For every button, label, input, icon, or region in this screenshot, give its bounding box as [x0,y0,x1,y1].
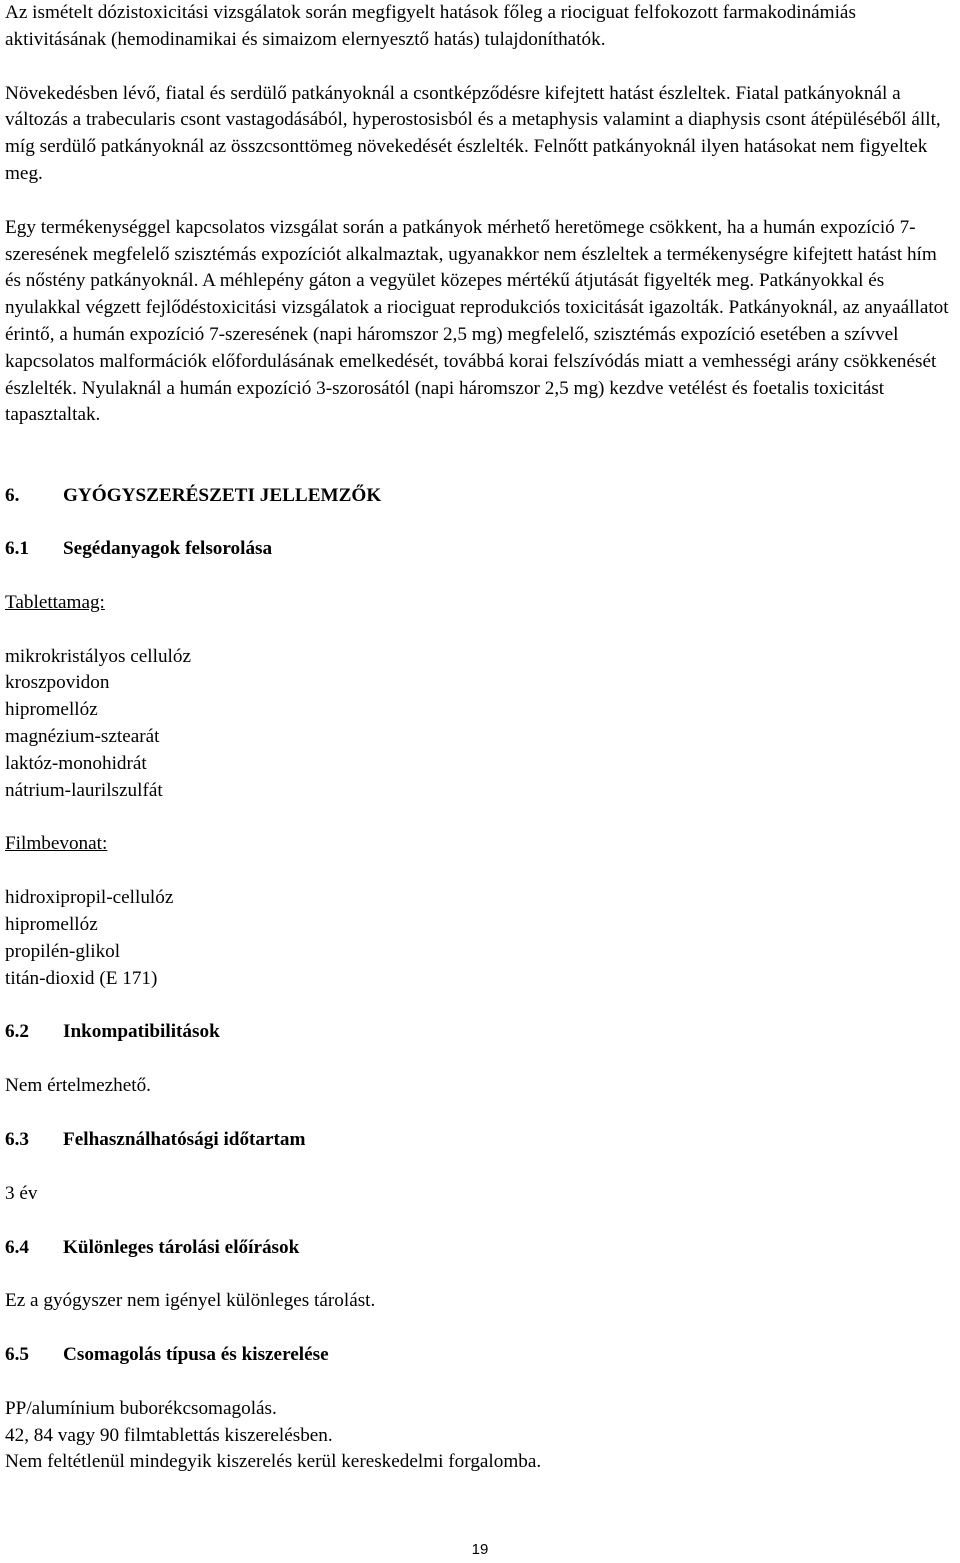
list-item: hipromellóz [5,913,98,935]
section-6-1-title: Segédanyagok felsorolása [63,537,273,559]
section-6-3-title: Felhasználhatósági időtartam [63,1128,306,1150]
section-6-4-number: 6.4 [5,1236,29,1258]
list-item: mikrokristályos cellulóz [5,645,191,667]
section-6-4-title: Különleges tárolási előírások [63,1236,300,1258]
list-item: hipromellóz [5,699,98,721]
section-6-1-number: 6.1 [5,537,29,559]
section-6-3-heading [5,1127,953,1154]
list-item: titán-dioxid (E 171) [5,967,158,989]
section-6-3-text: 3 év [5,1182,38,1204]
section-6-heading [5,483,953,510]
paragraph-bone-effects: Növekedésben lévő, fiatal és serdülő patkányoknál a csontképződésre kifejtett hatást észleltek. Fiatal patkányoknál a változás a trabecularis csont vastagodásából, hyperostosisból és a metaphysis valamint a diaphysis csont átépüléséből állt, míg serdülő patkányoknál az összcsonttömeg növekedését észlelték. Felnőtt patkányoknál ilyen hatásokat nem figyeltek meg. [5,82,941,184]
section-6-2-number: 6.2 [5,1021,29,1043]
list-item: kroszpovidon [5,672,110,694]
list-item: magnézium-sztearát [5,725,160,747]
list-item: nátrium-laurilszulfát [5,779,163,801]
paragraph-toxicity: Az ismételt dózistoxicitási vizsgálatok során megfigyelt hatások főleg a riociguat felfokozott farmakodinámiás aktivitásának (hemodinamikai és simaizom elernyesztő hatás) tulajdoníthatók. [5,2,856,50]
section-6-1-heading [5,536,953,563]
section-6-5-number: 6.5 [5,1344,29,1366]
section-6-3-number: 6.3 [5,1128,29,1150]
section-6-4-text: Ez a gyógyszer nem igényel különleges tárolást. [5,1290,376,1312]
document-page [5,0,953,1476]
section-6-2-heading [5,1019,953,1046]
section-6-2-title: Inkompatibilitások [63,1021,220,1043]
packaging-line: PP/alumínium buborékcsomagolás. [5,1397,277,1419]
film-coating-list [5,885,953,992]
section-6-5-heading [5,1342,953,1369]
film-coating-label: Filmbevonat: [5,833,108,855]
page-number: 19 [471,1541,489,1558]
tablet-core-label: Tablettamag: [5,591,105,613]
section-6-2-text: Nem értelmezhető. [5,1075,151,1097]
tablet-core-list [5,644,953,805]
list-item: laktóz-monohidrát [5,752,147,774]
list-item: propilén-glikol [5,940,121,962]
packaging-line: Nem feltétlenül mindegyik kiszerelés kerül kereskedelmi forgalomba. [5,1451,542,1473]
section-6-4-heading [5,1235,953,1262]
paragraph-fertility: Egy termékenységgel kapcsolatos vizsgálat során a patkányok mérhető heretömege csökkent, ha a humán expozíció 7-szeresének megfelelő szisztémás expozíciót alkalmaztak, ugyanakkor nem észleltek a termékenységre kifejtett hatást hím és nőstény patkányoknál. A méhlepény gáton a vegyület közepes mértékű átjutását figyelték meg. Patkányokkal és nyulakkal végzett fejlődéstoxicitási vizsgálatok a riociguat reprodukciós toxicitását igazolták. Patkányoknál, az anyaállatot érintő, a humán expozíció 7-szeresének (napi háromszor 2,5 mg) megfelelő, szisztémás expozíció esetében a szívvel kapcsolatos malformációk előfordulásának emelkedését, továbbá korai felszívódás miatt a vemhességi arány csökkenését észlelték. Nyulaknál a humán expozíció 3-szorosától (napi háromszor 2,5 mg) kezdve vetélést és foetalis toxicitást tapasztaltak. [5,216,949,426]
packaging-line: 42, 84 vagy 90 filmtablettás kiszerelésben. [5,1424,333,1446]
list-item: hidroxipropil-cellulóz [5,887,174,909]
section-6-title: GYÓGYSZERÉSZETI JELLEMZŐK [63,485,382,507]
section-6-5-text [5,1396,953,1476]
section-6-number: 6. [5,485,20,507]
section-6-5-title: Csomagolás típusa és kiszerelése [63,1344,329,1366]
